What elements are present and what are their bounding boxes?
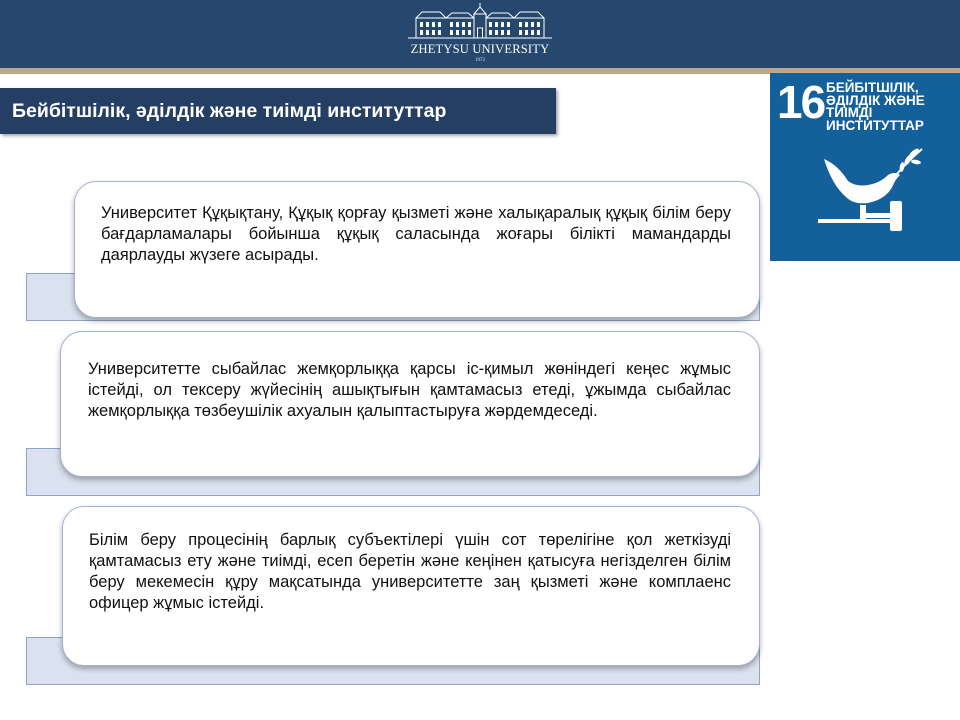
university-year: 1972	[475, 58, 485, 63]
university-name: ZHETYSU UNIVERSITY	[410, 42, 550, 56]
sdg-number: 16	[777, 76, 825, 128]
item-1-text: Университет Құқықтану, Құқық қорғау қызметі және халықаралық құқық білім беру бағдарламалары бойынша құқық саласында жоғары білікті мамандарды даярлауды жүзеге асырады.	[101, 204, 731, 264]
dove-gavel-icon	[810, 143, 930, 239]
item-3-text: Білім беру процесінің барлық субъектілері үшін сот төрелігіне қол жеткізуді қамтамасыз ету және тиімді, есеп беретін және кеңінен қатысуға негізделген білім беру мекемесін құру мақсатында университетте заң қызметі және комплаенс офицер жұмыс істейді.	[89, 531, 731, 612]
slide-title: Бейбітшілік, әділдік және тиімді институттар	[12, 100, 447, 122]
header-bar	[0, 0, 960, 68]
university-building-icon	[400, 2, 560, 42]
item-2-text: Университетте сыбайлас жемқорлыққа қарсы іс-қимыл жөніндегі кеңес жұмыс істейді, ол тексеру жүйесінің ашықтығын қамтамасыз етеді, ұжымда сыбайлас жемқорлыққа төзбеушілік ахуалын қалыптастыруға жәрдемдеседі.	[88, 360, 731, 420]
item-2-card	[60, 331, 760, 477]
university-logo	[400, 2, 560, 66]
sdg-16-tile	[770, 73, 960, 261]
item-3-card	[62, 506, 760, 666]
slide-title-bar	[0, 88, 556, 134]
item-1-card	[74, 181, 760, 318]
sdg-label: БЕЙБІТШІЛІК, ӘДІЛДІК ЖӘНЕ ТИІМДІ ИНСТИТУТТАР	[826, 80, 925, 133]
